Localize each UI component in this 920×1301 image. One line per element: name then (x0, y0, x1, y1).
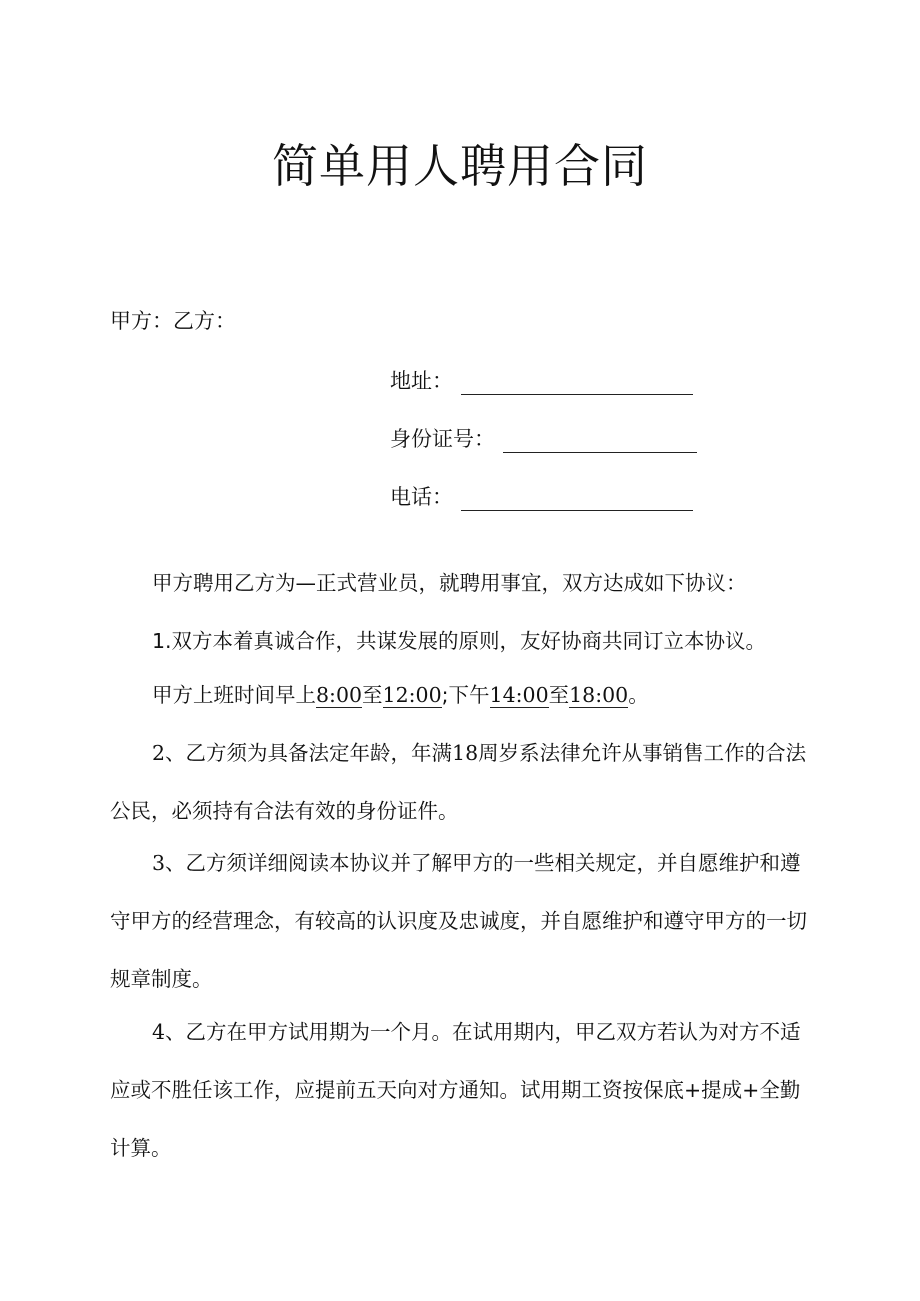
clause-2-text-b: 周岁系法律允许从事销售工作的合法公民，必须持有合法有效的身份证件。 (110, 741, 807, 823)
morning-end-time: 12:00 (382, 683, 442, 707)
phone-field (390, 481, 693, 511)
id-number-label: 身份证号： (390, 427, 495, 451)
address-blank-line[interactable] (461, 372, 693, 395)
clause-4-paragraph (110, 1003, 810, 1177)
clause-3-paragraph (110, 834, 810, 1008)
afternoon-end-time: 18:00 (569, 683, 629, 707)
morning-start-time: 8:00 (316, 683, 363, 707)
afternoon-start-time: 14:00 (489, 683, 549, 707)
working-hours-paragraph (110, 666, 810, 724)
clause-2-paragraph (110, 724, 810, 840)
parties-line: 甲方：乙方： (110, 309, 236, 333)
address-field (390, 365, 693, 395)
clause-3-number: 3 (152, 851, 166, 875)
phone-blank-line[interactable] (461, 488, 693, 511)
id-number-blank-line[interactable] (503, 430, 697, 453)
clause-2-text-a: 、乙方须为具备法定年龄，年满 (165, 741, 453, 765)
clause-4-text: 、乙方在甲方试用期为一个月。在试用期内，甲乙双方若认为对方不适应或不胜任该工作，应提前五天向对方通知。试用期工资按保底+提成+全勤计算。 (110, 1020, 801, 1160)
clause-3-text: 、乙方须详细阅读本协议并了解甲方的一些相关规定，并自愿维护和遵守甲方的经营理念，有较高的认识度及忠诚度，并自愿维护和遵守甲方的一切规章制度。 (110, 851, 807, 991)
address-label: 地址： (390, 369, 453, 393)
document-title: 简单用人聘用合同 (272, 139, 648, 193)
id-number-field (390, 423, 697, 453)
afternoon-label: ;下午 (441, 683, 490, 707)
phone-label: 电话： (390, 485, 453, 509)
clause-1-paragraph: 1.双方本着真诚合作，共谋发展的原则，友好协商共同订立本协议。 (152, 629, 767, 653)
clause-2-number: 2 (152, 741, 166, 765)
hours-to-2: 至 (548, 683, 570, 707)
intro-paragraph: 甲方聘用乙方为—正式营业员，就聘用事宜，双方达成如下协议： (152, 571, 747, 595)
hours-end-mark: 。 (628, 683, 649, 707)
clause-2-age: 18 (452, 741, 479, 765)
clause-4-number: 4 (152, 1020, 166, 1044)
hours-to-1: 至 (362, 683, 383, 707)
hours-prefix: 甲方上班时间早上 (152, 683, 316, 707)
